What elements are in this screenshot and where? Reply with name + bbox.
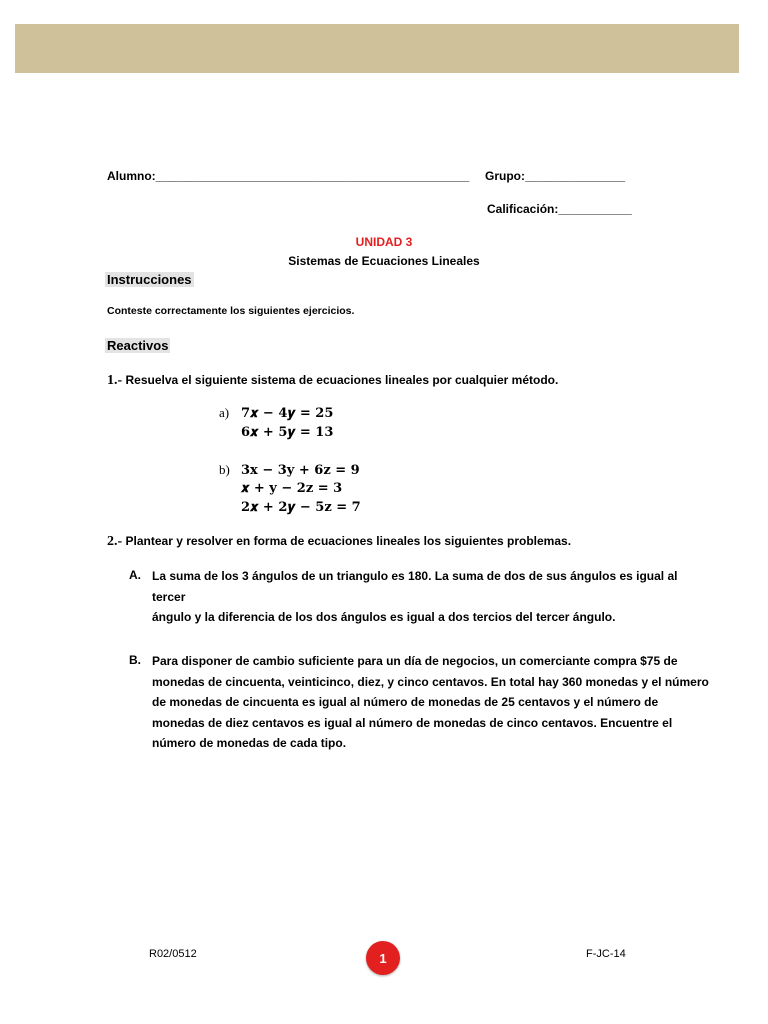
system-a-equation-1: 7𝒙 − 4𝒚 = 25 (241, 406, 334, 421)
problem-b-line-5: número de monedas de cada tipo. (152, 736, 347, 750)
system-b-eq1 (219, 462, 360, 478)
header-band (15, 24, 739, 73)
system-b-equation-2: 𝒙 + y − 2z = 3 (241, 481, 343, 496)
page-number-badge: 1 (366, 941, 400, 975)
problem-a-line-2: ángulo y la diferencia de los dos ángulos es igual a dos tercios del tercer ángulo. (152, 610, 616, 624)
problem-b-line-4: monedas de diez centavos es igual al número de monedas de cinco centavos. Encuentre el (152, 715, 673, 730)
instrucciones-heading: Instrucciones (107, 272, 192, 287)
instrucciones-text: Conteste correctamente los siguientes ejercicios. (107, 305, 355, 317)
unit-subtitle: Sistemas de Ecuaciones Lineales (288, 254, 480, 268)
system-a-equation-2: 6𝒙 + 5𝒚 = 13 (241, 425, 334, 440)
unit-title: UNIDAD 3 (355, 235, 413, 249)
problem-a-line-1: La suma de los 3 ángulos de un triangulo es 180. La suma de dos de sus ángulos es igual al tercer (152, 569, 678, 604)
question-2-number: 2.- (107, 534, 123, 549)
question-2 (107, 534, 571, 550)
reactivos-heading: Reactivos (107, 338, 169, 353)
footer-form-code: F-JC-14 (586, 948, 626, 960)
problem-a-text (152, 566, 712, 628)
problem-b-text (152, 651, 712, 754)
system-a-eq1 (219, 405, 333, 421)
question-1-text: Resuelva el siguiente sistema de ecuaciones lineales por cualquier método. (125, 373, 559, 387)
alumno-field-label: Alumno:_______________________________________________ (107, 169, 470, 183)
problem-b-line-1: Para disponer de cambio suficiente para un día de negocios, un comerciante compra $75 de (152, 654, 678, 668)
problem-b-line-2: monedas de cincuenta, veinticinco, diez, y cinco centavos. En total hay 360 monedas y el número (152, 674, 709, 689)
grupo-field-label: Grupo:_______________ (485, 169, 626, 183)
system-b-label: b) (219, 462, 230, 477)
system-b-equation-3: 2𝒙 + 2𝒚 − 5z = 7 (241, 500, 361, 515)
system-a-label: a) (219, 405, 230, 420)
system-b-equation-1: 3x − 3y + 6z = 9 (241, 463, 360, 478)
question-1-number: 1.- (107, 373, 123, 388)
question-1 (107, 373, 558, 389)
problem-a-letter: A. (129, 568, 141, 582)
problem-b-letter: B. (129, 653, 141, 667)
question-2-text: Plantear y resolver en forma de ecuaciones lineales los siguientes problemas. (125, 534, 572, 548)
footer-revision-code: R02/0512 (149, 948, 197, 960)
problem-b-line-3: de monedas de cincuenta es igual al número de monedas de 25 centavos y el número de (152, 695, 659, 709)
calificacion-field-label: Calificación:___________ (487, 202, 632, 216)
